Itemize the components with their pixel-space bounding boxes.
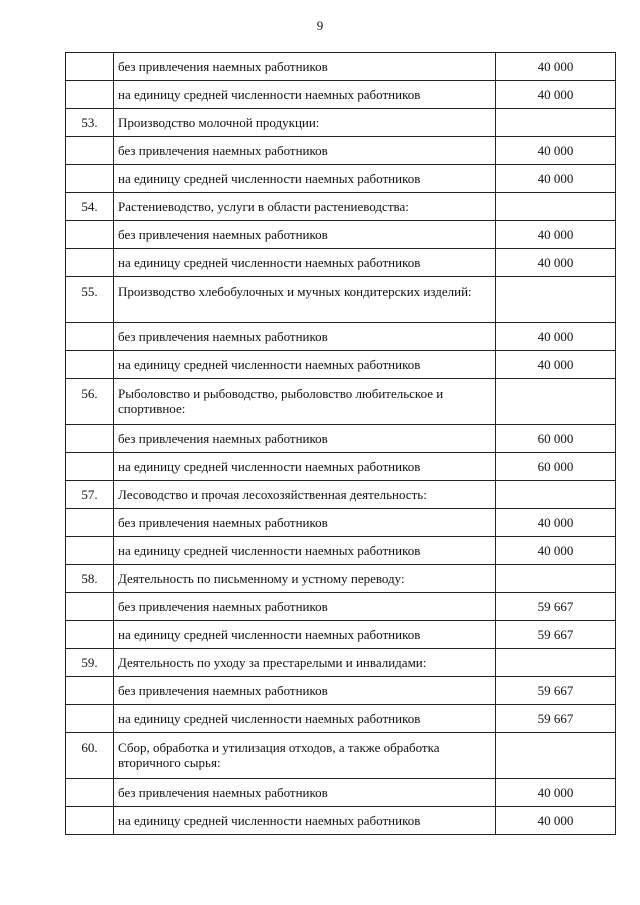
table-row <box>66 593 616 621</box>
income-value: 59 667 <box>496 705 616 733</box>
row-number: 55. <box>66 277 114 323</box>
row-number <box>66 165 114 193</box>
activity-name: без привлечения наемных работников <box>114 323 496 351</box>
income-value: 40 000 <box>496 351 616 379</box>
income-value <box>496 565 616 593</box>
rates-table-body <box>66 53 616 835</box>
activity-name: без привлечения наемных работников <box>114 137 496 165</box>
table-row <box>66 53 616 81</box>
row-number <box>66 323 114 351</box>
activity-name: Растениеводство, услуги в области растениеводства: <box>114 193 496 221</box>
table-row <box>66 453 616 481</box>
row-number <box>66 509 114 537</box>
activity-name: Производство молочной продукции: <box>114 109 496 137</box>
section-row <box>66 733 616 779</box>
row-number: 54. <box>66 193 114 221</box>
row-number <box>66 807 114 835</box>
table-row <box>66 509 616 537</box>
section-row <box>66 109 616 137</box>
income-value <box>496 481 616 509</box>
activity-name: Лесоводство и прочая лесохозяйственная деятельность: <box>114 481 496 509</box>
table-row <box>66 807 616 835</box>
activity-name: без привлечения наемных работников <box>114 677 496 705</box>
activity-name: на единицу средней численности наемных работников <box>114 705 496 733</box>
row-number: 53. <box>66 109 114 137</box>
income-value: 59 667 <box>496 593 616 621</box>
table-row <box>66 137 616 165</box>
income-value: 40 000 <box>496 509 616 537</box>
income-value <box>496 193 616 221</box>
table-row <box>66 323 616 351</box>
income-value: 59 667 <box>496 621 616 649</box>
table-row <box>66 221 616 249</box>
rates-table <box>65 52 616 835</box>
activity-name: Рыболовство и рыбоводство, рыболовство любительское и спортивное: <box>114 379 496 425</box>
section-row <box>66 277 616 323</box>
activity-name: без привлечения наемных работников <box>114 221 496 249</box>
table-row <box>66 249 616 277</box>
row-number: 60. <box>66 733 114 779</box>
activity-name: на единицу средней численности наемных работников <box>114 807 496 835</box>
table-row <box>66 621 616 649</box>
activity-name: на единицу средней численности наемных работников <box>114 249 496 277</box>
section-row <box>66 481 616 509</box>
table-row <box>66 779 616 807</box>
table-row <box>66 677 616 705</box>
income-value: 60 000 <box>496 425 616 453</box>
income-value: 40 000 <box>496 137 616 165</box>
activity-name: Деятельность по письменному и устному переводу: <box>114 565 496 593</box>
row-number: 59. <box>66 649 114 677</box>
row-number <box>66 425 114 453</box>
income-value <box>496 649 616 677</box>
row-number <box>66 677 114 705</box>
income-value: 40 000 <box>496 81 616 109</box>
table-row <box>66 537 616 565</box>
row-number <box>66 537 114 565</box>
row-number: 58. <box>66 565 114 593</box>
income-value <box>496 109 616 137</box>
table-row <box>66 705 616 733</box>
income-value: 40 000 <box>496 537 616 565</box>
activity-name: Деятельность по уходу за престарелыми и инвалидами: <box>114 649 496 677</box>
row-number <box>66 705 114 733</box>
activity-name: на единицу средней численности наемных работников <box>114 453 496 481</box>
income-value <box>496 733 616 779</box>
section-row <box>66 649 616 677</box>
row-number <box>66 53 114 81</box>
income-value: 40 000 <box>496 323 616 351</box>
table-row <box>66 351 616 379</box>
activity-name: на единицу средней численности наемных работников <box>114 351 496 379</box>
row-number <box>66 81 114 109</box>
income-value: 40 000 <box>496 807 616 835</box>
income-value: 40 000 <box>496 221 616 249</box>
activity-name: на единицу средней численности наемных работников <box>114 537 496 565</box>
activity-name: на единицу средней численности наемных работников <box>114 81 496 109</box>
income-value: 40 000 <box>496 165 616 193</box>
row-number <box>66 453 114 481</box>
activity-name: Сбор, обработка и утилизация отходов, а также обработка вторичного сырья: <box>114 733 496 779</box>
table-row <box>66 425 616 453</box>
income-value <box>496 277 616 323</box>
activity-name: Производство хлебобулочных и мучных кондитерских изделий: <box>114 277 496 323</box>
section-row <box>66 565 616 593</box>
row-number <box>66 621 114 649</box>
income-value: 40 000 <box>496 779 616 807</box>
row-number <box>66 137 114 165</box>
income-value: 59 667 <box>496 677 616 705</box>
section-row <box>66 193 616 221</box>
income-value <box>496 379 616 425</box>
income-value: 60 000 <box>496 453 616 481</box>
row-number: 57. <box>66 481 114 509</box>
section-row <box>66 379 616 425</box>
table-row <box>66 165 616 193</box>
activity-name: на единицу средней численности наемных работников <box>114 621 496 649</box>
page-number: 9 <box>316 18 324 33</box>
income-value: 40 000 <box>496 53 616 81</box>
row-number: 56. <box>66 379 114 425</box>
activity-name: без привлечения наемных работников <box>114 593 496 621</box>
activity-name: без привлечения наемных работников <box>114 779 496 807</box>
activity-name: на единицу средней численности наемных работников <box>114 165 496 193</box>
row-number <box>66 221 114 249</box>
activity-name: без привлечения наемных работников <box>114 509 496 537</box>
income-value: 40 000 <box>496 249 616 277</box>
row-number <box>66 351 114 379</box>
activity-name: без привлечения наемных работников <box>114 53 496 81</box>
row-number <box>66 593 114 621</box>
activity-name: без привлечения наемных работников <box>114 425 496 453</box>
row-number <box>66 779 114 807</box>
table-row <box>66 81 616 109</box>
row-number <box>66 249 114 277</box>
